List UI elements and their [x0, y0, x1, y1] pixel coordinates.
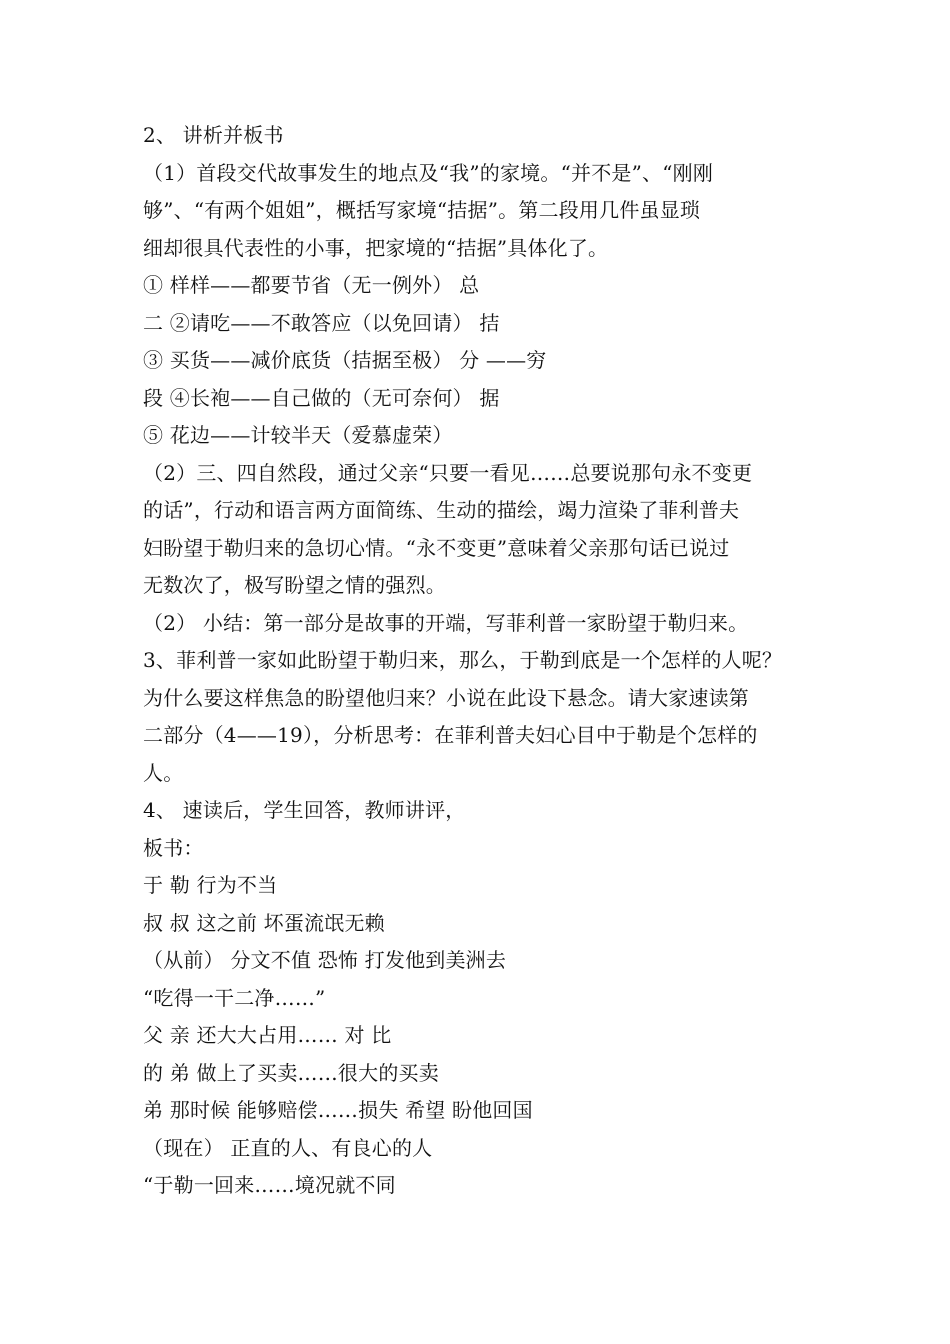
board-line: （现在） 正直的人、有良心的人	[143, 1135, 433, 1160]
paragraph-line: 的话”，行动和语言两方面简练、生动的描绘，竭力渲染了菲利普夫	[143, 498, 740, 522]
board-line: 弟 那时候 能够赔偿……损失 希望 盼他回国	[143, 1098, 533, 1122]
outline-item: ③ 买货——减价底货（拮据至极） 分 ——穷	[143, 348, 547, 372]
paragraph-line: （1）首段交代故事发生的地点及“我”的家境。“并不是”、“刚刚	[143, 160, 714, 185]
summary-line: （2） 小结：第一部分是故事的开端，写菲利普一家盼望于勒归来。	[143, 610, 749, 635]
board-line: 叔 叔 这之前 坏蛋流氓无赖	[143, 910, 385, 935]
paragraph-line: 二部分（4——19），分析思考：在菲利普夫妇心目中于勒是个怎样的	[143, 723, 758, 747]
paragraph-line: 人。	[143, 760, 184, 785]
board-label: 板书：	[143, 835, 204, 860]
board-line: 父 亲 还大大占用…… 对 比	[143, 1023, 392, 1047]
paragraph-line: 无数次了，极写盼望之情的强烈。	[143, 573, 446, 597]
outline-item: ⑤ 花边——计较半天（爱慕虚荣）	[143, 423, 453, 447]
board-line: “吃得一干二净……”	[143, 985, 326, 1010]
paragraph-line: 妇盼望于勒归来的急切心情。“永不变更”意味着父亲那句话已说过	[143, 535, 730, 560]
outline-item: 二 ②请吃——不敢答应（以免回请） 拮	[143, 310, 500, 335]
outline-item: ① 样样——都要节省（无一例外） 总	[143, 273, 480, 297]
board-line: 于 勒 行为不当	[143, 873, 278, 897]
paragraph-line: 细却很具代表性的小事，把家境的“拮据”具体化了。	[143, 235, 609, 260]
paragraph-line: 够”、“有两个姐姐”，概括写家境“拮据”。第二段用几件虽显琐	[143, 198, 701, 222]
outline-item: 段 ④长袍——自己做的（无可奈何） 据	[143, 385, 500, 410]
paragraph-line: 为什么要这样焦急的盼望他归来？小说在此设下悬念。请大家速读第	[143, 685, 749, 710]
paragraph-line: （2）三、四自然段，通过父亲“只要一看见……总要说那句永不变更	[143, 460, 753, 485]
section-heading-2: 2、 讲析并板书	[143, 123, 284, 147]
board-line: （从前） 分文不值 恐怖 打发他到美洲去	[143, 948, 507, 972]
section-heading-4: 4、 速读后，学生回答，教师讲评，	[143, 798, 466, 822]
board-line: “于勒一回来……境况就不同	[143, 1173, 396, 1197]
section-heading-3: 3、菲利普一家如此盼望于勒归来，那么，于勒到底是一个怎样的人呢？	[143, 648, 783, 672]
board-line: 的 弟 做上了买卖……很大的买卖	[143, 1060, 439, 1085]
document-body	[143, 117, 823, 1205]
